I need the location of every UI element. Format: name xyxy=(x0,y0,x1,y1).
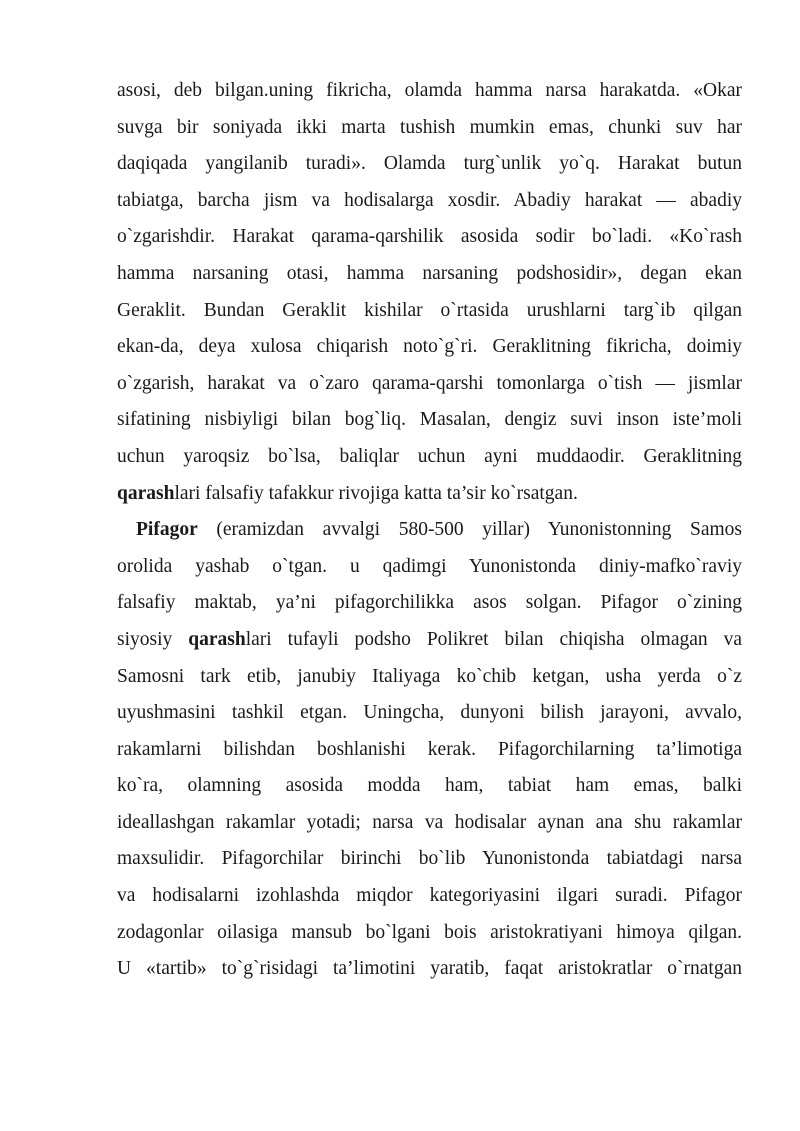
highlighted-term: qarash xyxy=(117,482,175,504)
paragraph-pifagor xyxy=(117,512,742,988)
text-line: asosi, deb bilgan.uning fikricha, olamda hamma narsa harakatda. «Okar xyxy=(117,80,742,101)
text-line: ideallashgan rakamlar yotadi; narsa va hodisalar aynan ana shu rakamlar xyxy=(117,811,742,833)
text-line: orolida yashab o`tgan. u qadimgi Yunonistonda diniy-mafko`raviy xyxy=(117,555,742,577)
text-line: o`zgarishdir. Harakat qarama-qarshilik asosida sodir bo`ladi. «Ko`rash xyxy=(117,226,742,248)
text-line: hamma narsaning otasi, hamma narsaning podshosidir», degan ekan xyxy=(117,262,742,284)
text-line: falsafiy maktab, ya’ni pifagorchilikka asos solgan. Pifagor o`zining xyxy=(117,592,742,614)
text-line: U «tartib» to`g`risidagi ta’limotini yaratib, faqat aristokratlar o`rnatgan xyxy=(117,958,742,980)
text-line: maxsulidir. Pifagorchilar birinchi bo`lib Yunonistonda tabiatdagi narsa xyxy=(117,848,742,870)
text-fragment: (eramizdan avvalgi 580-500 yillar) Yunonistonning Samos xyxy=(197,519,742,541)
text-line xyxy=(117,476,742,513)
text-line xyxy=(117,622,742,659)
text-line: rakamlarni bilishdan boshlanishi kerak. Pifagorchilarning ta’limotiga xyxy=(117,738,742,760)
paragraph-geraklit xyxy=(117,73,742,512)
text-line: suvga bir soniyada ikki marta tushish mumkin emas, chunki suv har xyxy=(117,116,742,138)
text-line: sifatining nisbiyligi bilan bog`liq. Masalan, dengiz suvi inson iste’moli xyxy=(117,409,742,431)
text-line: ekan-da, deya xulosa chiqarish noto`g`ri. Geraklitning fikricha, doimiy xyxy=(117,336,742,358)
highlighted-term: qarash xyxy=(188,628,246,650)
text-fragment: lari falsafiy tafakkur rivojiga katta ta’sir ko`rsatgan. xyxy=(174,482,578,504)
text-line: va hodisalarni izohlashda miqdor kategoriyasini ilgari suradi. Pifagor xyxy=(117,885,742,907)
text-fragment: lari tufayli podsho Polikret bilan chiqisha olmagan va xyxy=(245,628,743,650)
text-line: Samosni tark etib, janubiy Italiyaga ko`chib ketgan, usha yerda o`z xyxy=(117,665,742,687)
document-page xyxy=(117,73,742,988)
text-line: uchun yaroqsiz bo`lsa, baliqlar uchun ayni muddaodir. Geraklitning xyxy=(117,445,742,467)
text-line: Geraklit. Bundan Geraklit kishilar o`rtasida urushlarni targ`ib qilgan xyxy=(117,299,742,321)
text-line: o`zgarish, harakat va o`zaro qarama-qarshi tomonlarga o`tish — jismlar xyxy=(117,372,742,394)
text-line: tabiatga, barcha jism va hodisalarga xosdir. Abadiy harakat — abadiy xyxy=(117,189,742,211)
text-line: uyushmasini tashkil etgan. Uningcha, dunyoni bilish jarayoni, avvalo, xyxy=(117,702,742,724)
highlighted-term: Pifagor xyxy=(136,519,198,541)
text-fragment: siyosiy xyxy=(117,628,189,650)
text-line: zodagonlar oilasiga mansub bo`lgani bois aristokratiyani himoya qilgan. xyxy=(117,921,742,943)
text-line: daqiqada yangilanib turadi». Olamda turg`unlik yo`q. Harakat butun xyxy=(117,153,742,175)
text-line: ko`ra, olamning asosida modda ham, tabiat ham emas, balki xyxy=(117,775,742,797)
text-line xyxy=(117,512,742,549)
